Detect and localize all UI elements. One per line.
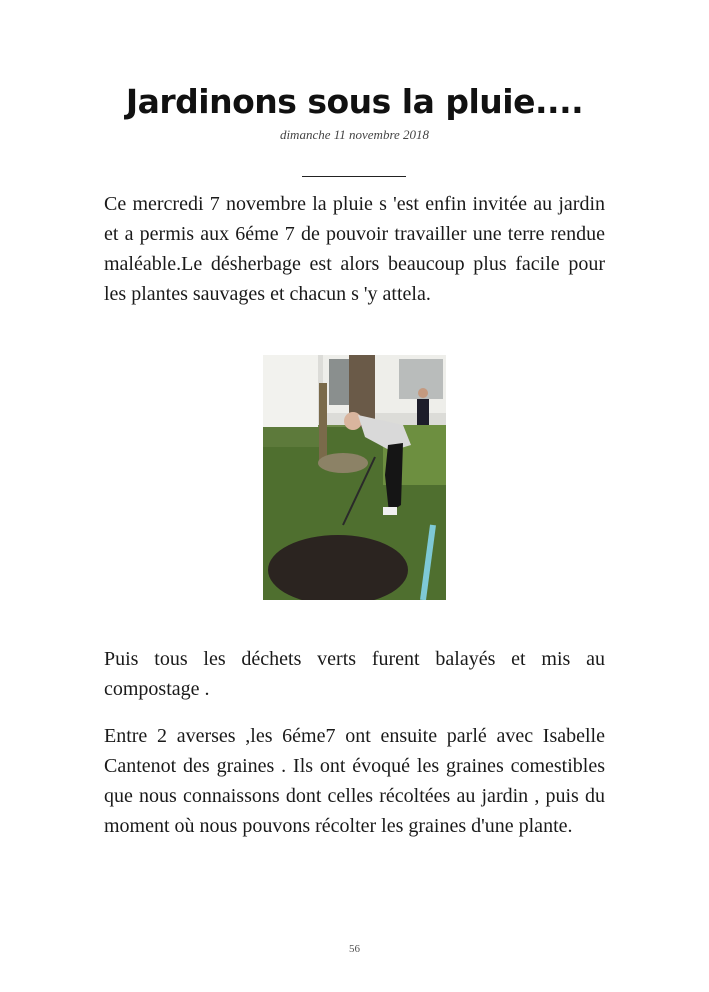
paragraph-intro: Ce mercredi 7 novembre la pluie s 'est enfin invitée au jardin et a permis aux 6éme 7 de pouvoir travailler une terre rendue maléable.Le désherbage est alors beaucoup plus facile pour les plantes sauvages et chacun s 'y attela. [104, 193, 605, 305]
paragraph-compost: Puis tous les déchets verts furent balayés et mis au compostage . [104, 648, 605, 700]
post-date: dimanche 11 novembre 2018 [279, 127, 430, 142]
page-number: 56 [349, 943, 360, 955]
title-divider [302, 176, 406, 177]
garden-photo [263, 355, 446, 600]
paragraph-seeds: Entre 2 averses ,les 6éme7 ont ensuite parlé avec Isabelle Cantenot des graines . Ils ont évoqué les graines comestibles que nous connaissons dont celles récoltées au jardin , puis du moment où nous pouvons récolter les graines d'une plante. [104, 725, 605, 837]
page-title: Jardinons sous la pluie.... [125, 82, 584, 121]
